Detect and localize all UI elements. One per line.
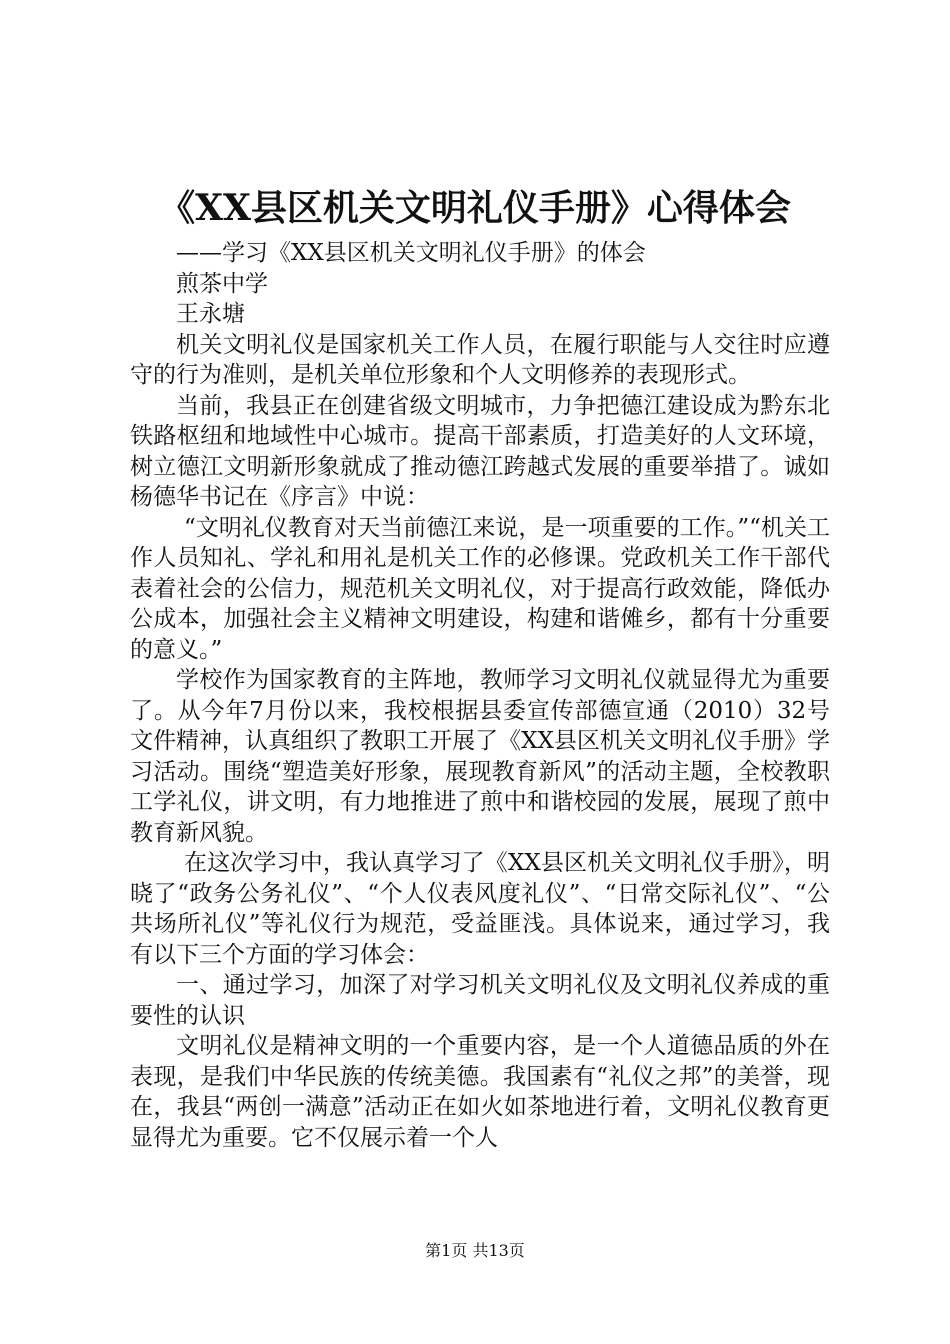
paragraph-2: 当前，我县正在创建省级文明城市，力争把德江建设成为黔东北铁路枢纽和地域性中心城市。提高干部素质，打造美好的人文环境，树立德江文明新形象就成了推动德江跨越式发展的重要举措了。诚如杨德华书记在《序言》中说：	[130, 392, 830, 510]
document-subtitle: ——学习《XX县区机关文明礼仪手册》的体会	[176, 240, 646, 266]
section-heading-1: 一、通过学习，加深了对学习机关文明礼仪及文明礼仪养成的重要性的认识	[130, 972, 830, 1029]
author-name: 王永塘	[176, 301, 245, 327]
document-body	[130, 238, 830, 1153]
paragraph-3-quote: “文明礼仪教育对天当前德江来说，是一项重要的工作。”“机关工作人员知礼、学礼和用礼是机关工作的必修课。党政机关工作干部代表着社会的公信力，规范机关文明礼仪，对于提高行政效能，降低办公成本，加强社会主义精神文明建设，构建和谐傩乡，都有十分重要的意义。”	[130, 514, 830, 663]
paragraph-6: 文明礼仪是精神文明的一个重要内容，是一个人道德品质的外在表现，是我们中华民族的传统美德。我国素有“礼仪之邦”的美誉，现在，我县“两创一满意”活动正在如火如茶地进行着，文明礼仪教育更显得尤为重要。它不仅展示着一个人	[130, 1033, 830, 1151]
paragraph-5: 在这次学习中，我认真学习了《XX县区机关文明礼仪手册》，明晓了“政务公务礼仪”、“个人仪表风度礼仪”、“日常交际礼仪”、“公共场所礼仪”等礼仪行为规范，受益匪浅。具体说来，通过学习，我有以下三个方面的学习体会：	[130, 850, 830, 968]
document-title: 《XX县区机关文明礼仪手册》心得体会	[159, 187, 791, 229]
page-footer: 第1页 共13页	[425, 1241, 525, 1260]
paragraph-1: 机关文明礼仪是国家机关工作人员，在履行职能与人交往时应遵守的行为准则，是机关单位形象和个人文明修养的表现形式。	[130, 331, 830, 388]
school-name: 煎茶中学	[176, 270, 268, 297]
paragraph-4: 学校作为国家教育的主阵地，教师学习文明礼仪就显得尤为重要了。从今年7月份以来，我校根据县委宣传部德宣通（2010）32号文件精神，认真组织了教职工开展了《XX县区机关文明礼仪手册》学习活动。围绕“塑造美好形象，展现教育新风”的活动主题，全校教职工学礼仪，讲文明，有力地推进了煎中和谐校园的发展，展现了煎中教育新风貌。	[130, 667, 830, 846]
